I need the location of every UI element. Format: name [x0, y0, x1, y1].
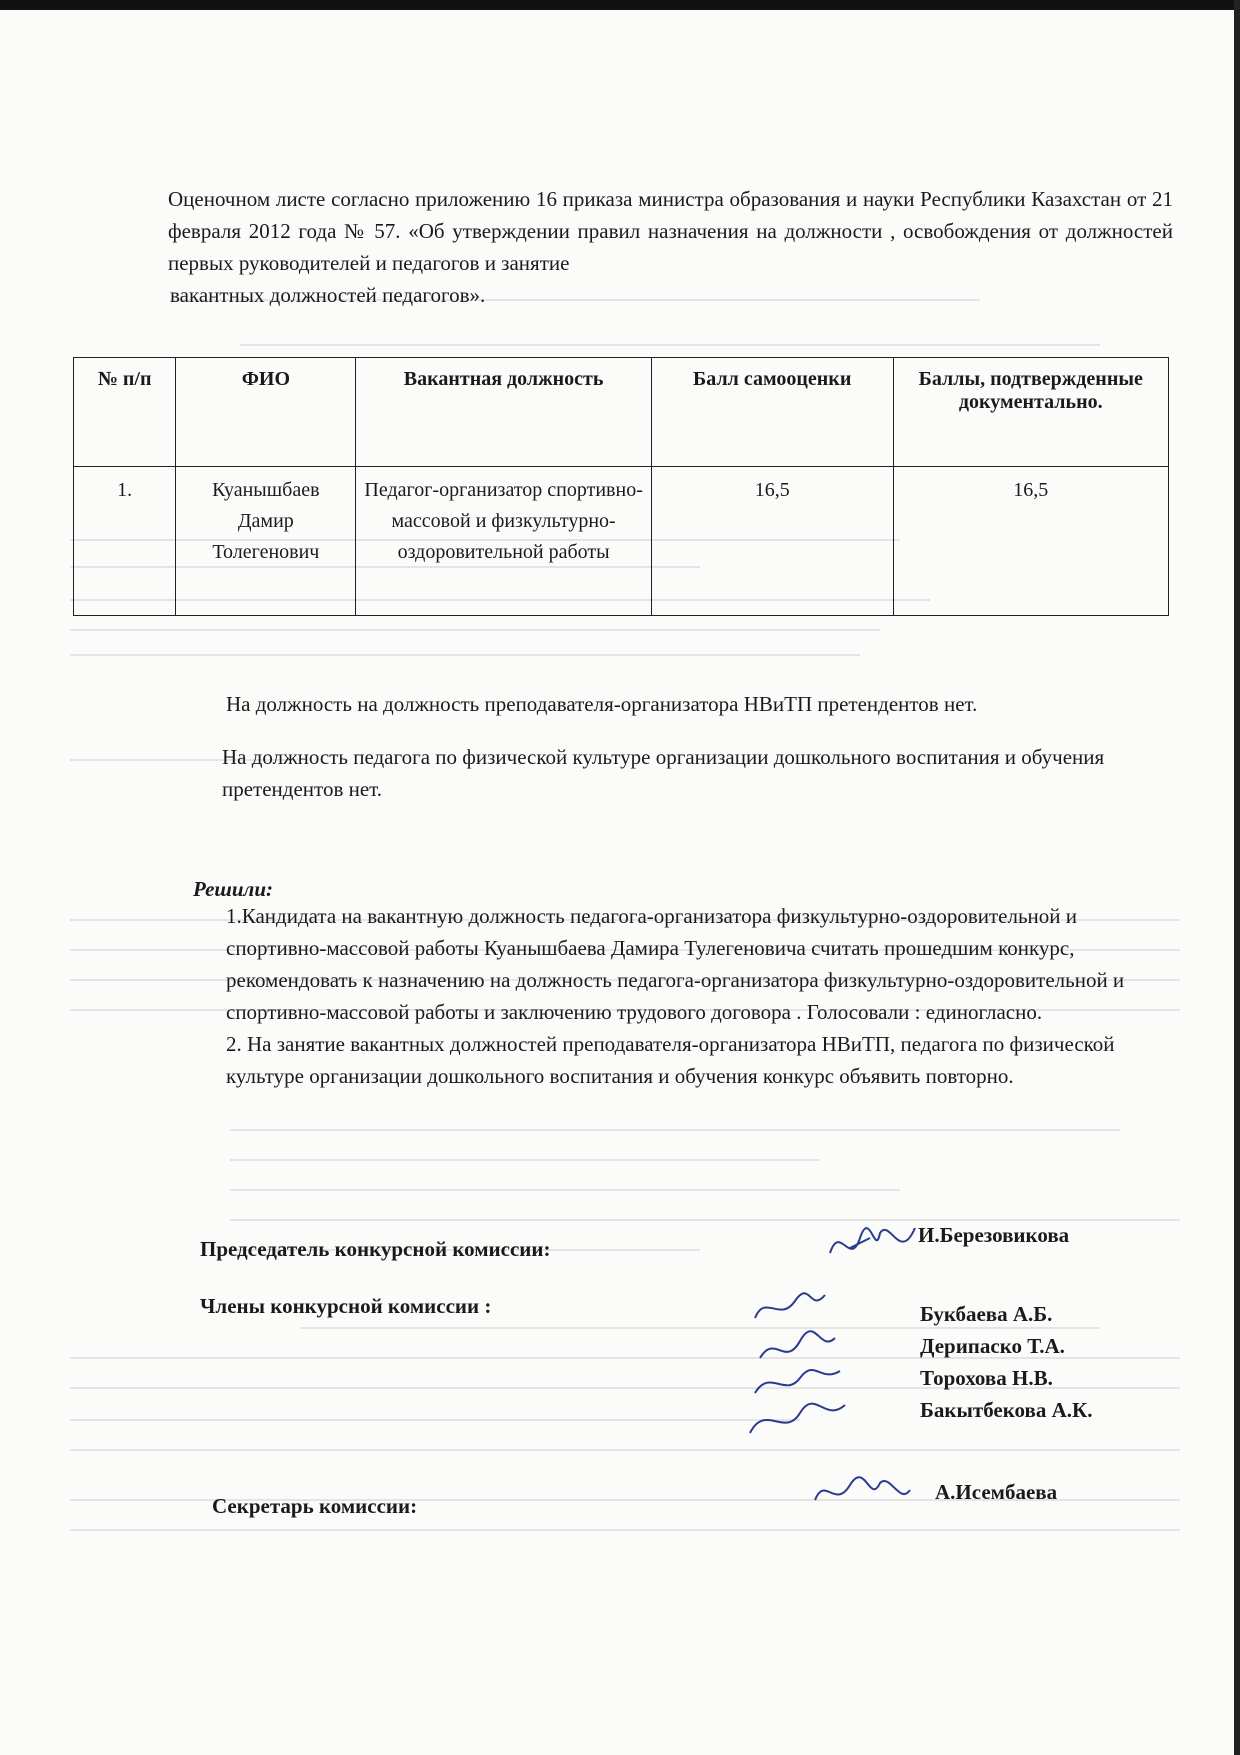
col-header-fio: ФИО — [176, 358, 356, 467]
fio-name: Дамир — [237, 510, 294, 532]
intro-paragraph — [168, 183, 1173, 311]
fio-surname: Куанышбаев — [212, 479, 320, 501]
members-list — [920, 1298, 1093, 1426]
col-header-position: Вакантная должность — [356, 358, 652, 467]
decision-block — [226, 900, 1178, 1092]
cell-doc-score: 16,5 — [893, 467, 1168, 616]
members-label: Члены конкурсной комиссии : — [200, 1294, 492, 1318]
member-name: Букбаева А.Б. — [920, 1302, 1053, 1326]
chair-signature — [820, 1208, 930, 1278]
col-header-num: № п/п — [74, 358, 176, 467]
fio-patronymic: Толегенович — [212, 541, 320, 563]
decision-item-2: 2. На занятие вакантных должностей преподавателя-организатора НВиТП, педагога по физической культуре организации дошкольного воспитания и обучения конкурс объявить повторно. — [226, 1032, 1115, 1088]
secretary-signature — [805, 1465, 915, 1525]
col-header-self-score: Балл самооценки — [651, 358, 893, 467]
chair-name: И.Березовикова — [918, 1223, 1070, 1247]
col-header-doc-score: Баллы, подтвержденные документально. — [893, 358, 1168, 467]
decision-item-1: 1.Кандидата на вакантную должность педагога-организатора физкультурно-оздоровительной и спортивно-массовой работы Куанышбаева Дамира Тулегеновича считать прошедшим конкурс, рекомендовать к назначению на должность педагога-организатора физкультурно-оздоровительной и спортивно-массовой работы и заключению трудового договора . Голосовали : единогласно. — [226, 904, 1125, 1024]
scores-table — [73, 357, 1169, 616]
table-row — [74, 467, 1169, 616]
members-signatures — [740, 1283, 860, 1453]
chair-label: Председатель конкурсной комиссии: — [200, 1237, 551, 1261]
cell-fio — [176, 467, 356, 616]
secretary-name: А.Исембаева — [935, 1480, 1058, 1504]
intro-text: Оценочном листе согласно приложению 16 приказа министра образования и науки Республики Казахстан от 21 февраля 2012 года № 57. «Об утверждении правил назначения на должности , освобождения от должностей первых руководителей и педагогов и занятие — [168, 187, 1173, 275]
member-name: Бакытбекова А.К. — [920, 1398, 1093, 1422]
intro-last-line: вакантных должностей педагогов». — [170, 283, 486, 307]
no-candidates-pe-teacher: На должность педагога по физической культуре организации дошкольного воспитания и обучения претендентов нет. — [222, 745, 1105, 801]
cell-self-score: 16,5 — [651, 467, 893, 616]
cell-position: Педагог-организатор спортивно-массовой и физкультурно-оздоровительной работы — [356, 467, 652, 616]
secretary-label: Секретарь комиссии: — [212, 1494, 418, 1518]
no-candidates-teacher-organizer: На должность на должность преподавателя-организатора НВиТП претендентов нет. — [226, 692, 978, 716]
cell-num: 1. — [74, 467, 176, 616]
table-header-row — [74, 358, 1169, 467]
decision-label: Решили: — [193, 877, 274, 901]
member-name: Торохова Н.В. — [920, 1366, 1053, 1390]
member-name: Дерипаско Т.А. — [920, 1334, 1065, 1358]
